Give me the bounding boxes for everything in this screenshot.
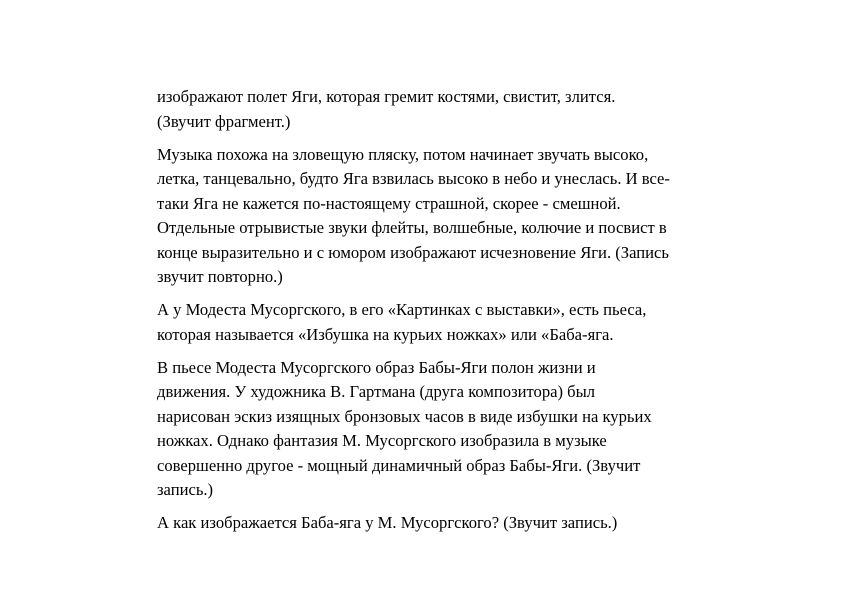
paragraph-mussorgsky-pictures [157,298,717,347]
paragraph-yaga-flight [157,85,717,134]
text-line: В пьесе Модеста Мусоргского образ Бабы-Яги полон жизни и [157,357,596,377]
text-line: А как изображается Баба-яга у М. Мусоргского? (Звучит запись.) [157,513,618,532]
text-line: конце выразительно и с юмором изображают исчезновение Яги. (Запись [157,242,669,262]
text-line: (Звучит фрагмент.) [157,111,291,131]
document-body [157,85,717,544]
text-line: летка, танцевально, будто Яга взвилась высоко в небо и унеслась. И все- [157,169,670,188]
text-line: совершенно другое - мощный динамичный образ Бабы-Яги. (Звучит [157,455,641,475]
text-line: которая называется «Избушка на курьих ножках» или «Баба-яга. [157,324,614,344]
text-line: запись.) [157,480,214,499]
text-line: движения. У художника В. Гартмана (друга композитора) был [157,382,596,401]
text-line: изображают полет Яги, которая гремит костями, свистит, злится. [157,87,616,106]
text-line: нарисован эскиз изящных бронзовых часов в виде избушки на курьих [157,406,652,426]
text-line: звучит повторно.) [157,267,283,286]
text-line: Музыка похожа на зловещую пляску, потом начинает звучать высоко, [157,144,649,164]
paragraph-question [157,511,717,536]
paragraph-music-description [157,143,717,290]
text-line: ножках. Однако фантазия М. Мусоргского изобразила в музыке [157,431,607,450]
text-line: Отдельные отрывистые звуки флейты, волшебные, колючие и посвист в [157,218,667,237]
text-line: таки Яга не кажется по-настоящему страшной, скорее - смешной. [157,193,621,213]
text-line: А у Модеста Мусоргского, в его «Картинках с выставки», есть пьеса, [157,300,647,319]
paragraph-hartmann-sketch [157,356,717,503]
